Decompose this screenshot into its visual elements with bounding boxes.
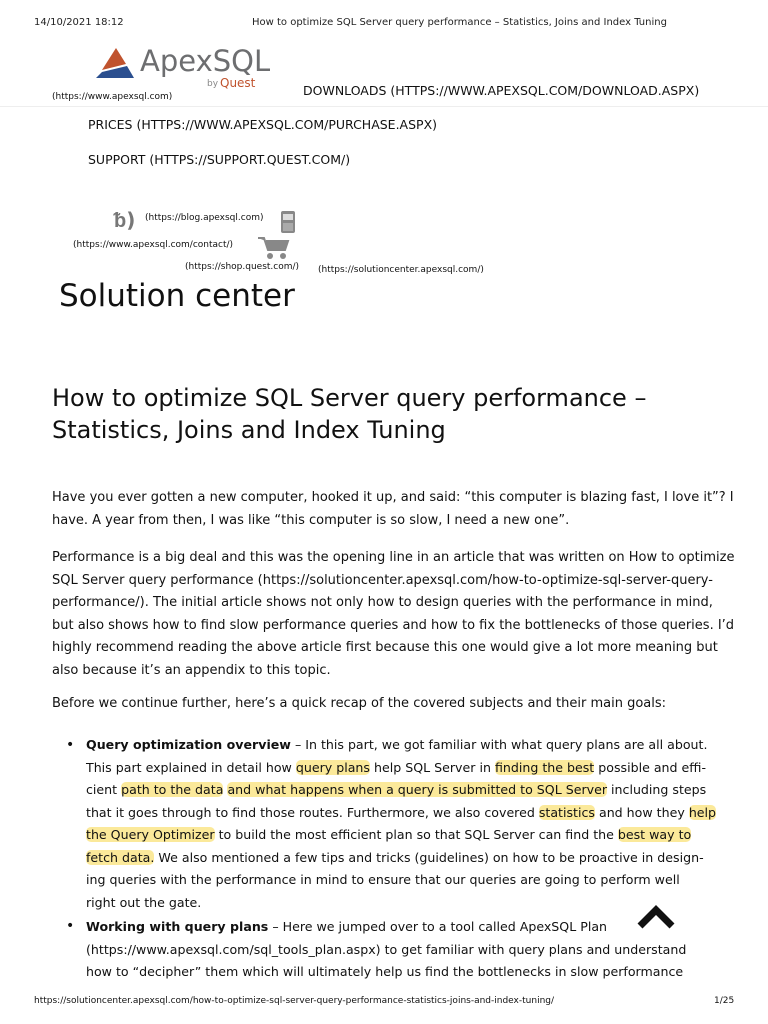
page-number: 1/25 xyxy=(714,996,735,1006)
text-line: also because it’s an appendix to this topic. xyxy=(52,662,331,678)
text-segment: cient xyxy=(86,782,122,797)
print-datetime: 14/10/2021 18:12 xyxy=(34,17,124,28)
text-line xyxy=(86,869,756,892)
text-segment: – In this part, we got familiar with what query plans are all about. xyxy=(290,737,708,752)
nav-downloads[interactable]: DOWNLOADS (HTTPS://WWW.APEXSQL.COM/DOWNLOAD.ASPX) xyxy=(303,83,700,98)
highlighted-text: query plans xyxy=(295,759,370,775)
highlighted-text: statistics xyxy=(538,804,595,820)
blog-link[interactable]: (https://blog.apexsql.com) xyxy=(145,213,264,223)
text-line: but also shows how to find slow performance queries and how to fix the bottlenecks of those queries. I’d xyxy=(52,617,735,633)
text-line xyxy=(86,847,756,870)
text-line: highly recommend reading the above article first because this one would give a lot more meaning but xyxy=(52,640,718,655)
bullet-icon: • xyxy=(66,918,75,934)
text-line xyxy=(86,824,756,847)
paragraph-3: Before we continue further, here’s a quick recap of the covered subjects and their main goals: xyxy=(52,696,667,711)
highlighted-text: help xyxy=(688,804,717,820)
text-line: performance/). The initial article shows not only how to design queries with the performance in mind, xyxy=(52,595,713,610)
section-title: Solution center xyxy=(59,278,295,314)
text-segment: right out the gate. xyxy=(86,894,202,910)
text-segment: This part explained in detail how xyxy=(86,759,296,775)
highlighted-text: fetch data. xyxy=(86,849,155,865)
footer-url: https://solutioncenter.apexsql.com/how-to-optimize-sql-server-query-performance-statistics-joins-and-index-tuning/ xyxy=(34,996,555,1006)
text-line: how to “decipher” them which will ultimately help us find the bottlenecks in slow performance xyxy=(86,964,684,979)
text-segment: We also mentioned a few tips and tricks (guidelines) on how to be proactive in design- xyxy=(154,849,704,865)
text-segment: possible and effi- xyxy=(594,759,706,775)
highlighted-text: and what happens when a query is submitted to SQL Server xyxy=(227,782,608,797)
bullet-bold: Working with query plans xyxy=(86,919,269,934)
scroll-to-top-icon[interactable] xyxy=(636,904,676,930)
text-line xyxy=(86,779,756,802)
contact-link[interactable]: (https://www.apexsql.com/contact/) xyxy=(73,240,234,250)
paragraph-2 xyxy=(52,547,735,682)
text-line xyxy=(86,734,756,757)
article-title xyxy=(52,382,646,446)
bullet-icon: • xyxy=(66,737,75,753)
solution-link[interactable]: (https://solutioncenter.apexsql.com/) xyxy=(318,265,484,275)
title-line: Statistics, Joins and Index Tuning xyxy=(52,416,446,444)
nav-support[interactable]: SUPPORT (HTTPS://SUPPORT.QUEST.COM/) xyxy=(88,152,351,167)
apexsql-logo-icon[interactable] xyxy=(96,46,136,80)
highlighted-text: path to the data xyxy=(121,782,224,797)
text-line: Have you ever gotten a new computer, hooked it up, and said: “this computer is blazing fast, I love it”? I xyxy=(52,490,734,505)
text-segment: ing queries with the performance in mind to ensure that our queries are going to perform well xyxy=(86,872,680,887)
bullet-bold: Query optimization overview xyxy=(86,737,291,752)
text-line: have. A year from then, I was like “this computer is so slow, I need a new one”. xyxy=(52,512,570,528)
text-line: – Here we jumped over to a tool called ApexSQL Plan xyxy=(268,919,608,934)
logo-link[interactable]: (https://www.apexsql.com) xyxy=(52,92,173,102)
text-line: (https://www.apexsql.com/sql_tools_plan.aspx) to get familiar with query plans and understand xyxy=(86,941,687,957)
highlighted-text: finding the best xyxy=(494,759,595,775)
logo-quest: Quest xyxy=(220,76,256,90)
logo-text[interactable]: ApexSQL xyxy=(140,44,271,78)
text-segment: that it goes through to find those routes. Furthermore, we also covered xyxy=(86,804,539,820)
text-segment: including steps xyxy=(607,782,707,797)
title-line: How to optimize SQL Server query performance – xyxy=(52,384,647,412)
text-segment: to build the most efficient plan so that SQL Server can find the xyxy=(214,827,618,842)
text-line: SQL Server query performance (https://solutioncenter.apexsql.com/how-to-optimize-sql-server-query- xyxy=(52,572,713,588)
cart-icon[interactable] xyxy=(258,236,290,260)
highlighted-text: the Query Optimizer xyxy=(86,827,215,842)
blog-icon[interactable]: ᵬ) xyxy=(114,208,136,232)
text-segment: help SQL Server in xyxy=(369,759,495,775)
paragraph-1 xyxy=(52,487,734,532)
nav-prices[interactable]: PRICES (HTTPS://WWW.APEXSQL.COM/PURCHASE.ASPX) xyxy=(88,117,438,132)
print-title: How to optimize SQL Server query performance – Statistics, Joins and Index Tuning xyxy=(252,17,667,28)
text-line xyxy=(86,757,756,780)
text-line xyxy=(86,802,756,825)
divider xyxy=(0,106,768,107)
text-line: Performance is a big deal and this was the opening line in an article that was written on How to optimize xyxy=(52,550,735,565)
logo-by: by xyxy=(207,79,219,89)
shop-link[interactable]: (https://shop.quest.com/) xyxy=(185,262,300,272)
text-segment: and how they xyxy=(594,804,689,820)
highlighted-text: best way to xyxy=(617,827,692,842)
bullet-query-optimization xyxy=(86,734,756,914)
phone-icon[interactable] xyxy=(279,210,297,234)
